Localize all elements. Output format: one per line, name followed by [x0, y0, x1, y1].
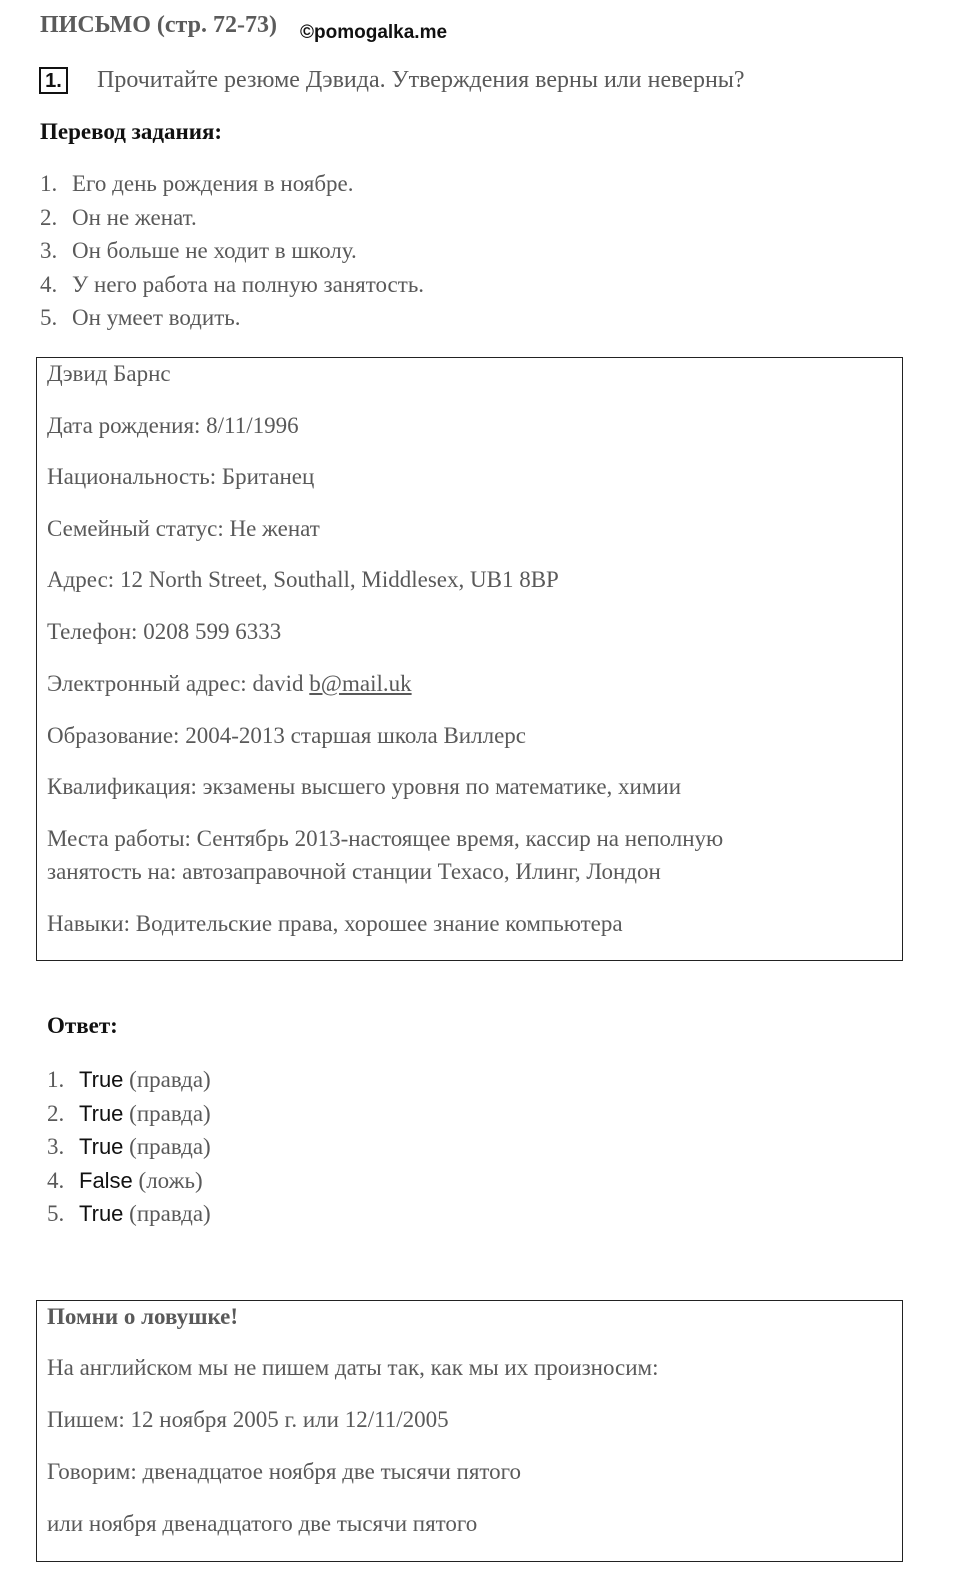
item-number: 4. — [47, 1167, 65, 1193]
item-text: Он больше не ходит в школу. — [72, 238, 357, 264]
resume-nationality: Национальность: Британец — [47, 464, 315, 489]
list-item — [47, 1197, 211, 1231]
trap-line: Говорим: двенадцатое ноября две тысячи пятого — [47, 1459, 522, 1484]
resume-email — [47, 671, 412, 697]
list-item — [47, 1164, 211, 1198]
answer-note: (правда) — [129, 1134, 211, 1160]
item-number: 4. — [40, 271, 58, 297]
answer-list — [47, 1063, 211, 1231]
item-number: 1. — [40, 171, 58, 196]
answer-note: (правда) — [129, 1201, 211, 1227]
item-number: 5. — [47, 1201, 65, 1227]
answer-heading: Ответ: — [47, 1013, 118, 1038]
resume-dob: Дата рождения: 8/11/1996 — [47, 413, 299, 438]
list-item — [47, 1130, 211, 1164]
page-title: ПИСЬМО (стр. 72-73) — [40, 12, 277, 38]
email-link[interactable]: b@mail.uk — [309, 671, 412, 696]
watermark: ©pomogalka.me — [300, 22, 448, 43]
resume-education: Образование: 2004-2013 старшая школа Виллерс — [47, 723, 526, 748]
item-number: 5. — [40, 305, 58, 331]
resume-phone: Телефон: 0208 599 6333 — [47, 619, 282, 644]
list-item — [40, 268, 424, 302]
item-number: 2. — [47, 1100, 65, 1126]
item-text: Его день рождения в ноябре. — [72, 171, 354, 196]
resume-work-line-2: занятость на: автозаправочной станции Техасо, Илинг, Лондон — [47, 859, 661, 884]
trap-line: или ноября двенадцатого две тысячи пятого — [47, 1511, 478, 1536]
item-number: 1. — [47, 1067, 65, 1092]
resume-name: Дэвид Барнс — [47, 361, 171, 386]
answer-note: (правда) — [129, 1067, 211, 1092]
item-text: У него работа на полную занятость. — [72, 271, 425, 297]
answer-note: (правда) — [129, 1100, 211, 1126]
item-text: Он умеет водить. — [72, 305, 241, 331]
list-item — [40, 234, 424, 268]
answer-note: (ложь) — [138, 1167, 203, 1193]
task-number: 1. — [39, 67, 68, 94]
list-item — [40, 201, 424, 235]
resume-marital-status: Семейный статус: Не женат — [47, 516, 320, 541]
list-item — [47, 1063, 211, 1097]
trap-line: Пишем: 12 ноября 2005 г. или 12/11/2005 — [47, 1407, 449, 1432]
answer-value: True — [79, 1067, 124, 1092]
item-number: 2. — [40, 204, 58, 230]
item-number: 3. — [40, 238, 58, 264]
resume-qualification: Квалификация: экзамены высшего уровня по математике, химии — [47, 774, 682, 799]
resume-address: Адрес: 12 North Street, Southall, Middlesex, UB1 8BP — [47, 567, 559, 592]
email-label: Электронный адрес: david — [47, 671, 310, 696]
trap-note-box — [36, 1300, 903, 1562]
resume-skills: Навыки: Водительские права, хорошее знание компьютера — [47, 911, 623, 936]
item-number: 3. — [47, 1134, 65, 1160]
list-item — [47, 1097, 211, 1131]
resume-box — [36, 357, 903, 961]
resume-work-line-1: Места работы: Сентябрь 2013-настоящее время, кассир на неполную — [47, 826, 724, 851]
answer-value: False — [79, 1167, 133, 1193]
list-item — [40, 167, 424, 201]
statement-list — [40, 167, 424, 335]
answer-value: True — [79, 1100, 124, 1126]
list-item — [40, 301, 424, 335]
item-text: Он не женат. — [72, 204, 197, 230]
answer-value: True — [79, 1134, 124, 1160]
trap-title: Помни о ловушке! — [47, 1304, 239, 1329]
answer-value: True — [79, 1201, 124, 1227]
translation-heading: Перевод задания: — [40, 119, 223, 144]
task-instruction: Прочитайте резюме Дэвида. Утверждения верны или неверны? — [97, 67, 745, 93]
trap-line: На английском мы не пишем даты так, как мы их произносим: — [47, 1355, 659, 1380]
